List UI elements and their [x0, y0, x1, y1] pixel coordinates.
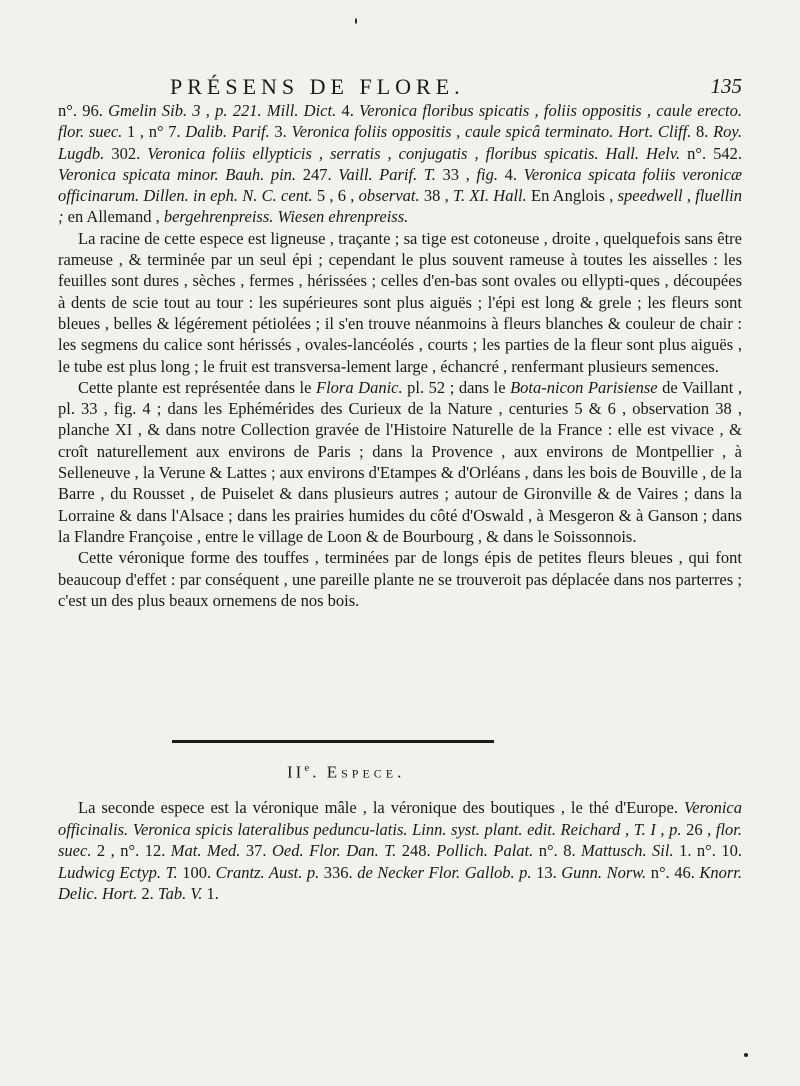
- habitat-paragraph: Cette plante est représentée dans le Flora Danic. pl. 52 ; dans le Bota-nicon Parisiense de Vaillant , pl. 33 , fig. 4 ; dans les Ephémérides des Curieux de la Nature , centuries 5 & 6 , observation 38 , planche XI , & dans notre Collection gravée de l'Histoire Naturelle de la France : elle est vivace , & croît naturellement aux environs de Paris ; dans la Provence , aux environs de Montpellier , à Selleneuve , la Verune & Lattes ; aux environs d'Etampes & d'Orléans , dans les bois de Bouville , de la Barre , du Rousset , de Puiselet & dans plusieurs autres ; autour de Gironville & de Vaires ; dans la Lorraine & dans l'Alsace ; dans les prairies humides du côté d'Oswald , à Mesgeron & à Ganson ; dans la Flandre Françoise , entre le village de Loon & de Bourbourg , & dans le Soissonnois.: [58, 377, 742, 546]
- description-paragraph: La racine de cette espece est ligneuse , traçante ; sa tige est cotoneuse , droite , quelquefois sans être rameuse , & terminée par un seul épi ; cependant le plus souvent rameuse à toutes les aisselles : les feuilles sont dures , sèches , fermes , hérissées ; celles d'en-bas sont ovales ou ellypti-ques , découpées à dents de scie tout au tour : les supérieures sont plus aiguës ; l'épi est long & grele ; les fleurs sont bleues , belles & légérement pétiolées ; il s'en trouve néanmoins à fleurs blanches & couleur de chair : les segmens du calice sont hérissés , ovales-lancéolés , courts ; les parties de la fleur sont plus aiguës , le tube est plus long ; le fruit est transversa-lement large , échancré , renfermant plusieurs semences.: [58, 228, 742, 376]
- synonymy-continuation: n°. 96. Gmelin Sib. 3 , p. 221. Mill. Dict. 4. Veronica floribus spicatis , foliis oppositis , caule erecto. flor. suec. 1 , n° 7. Dalib. Parif. 3. Veronica foliis oppositis , caule spicâ terminato. Hort. Cliff. 8. Roy. Lugdb. 302. Veronica foliis ellypticis , serratis , conjugatis , floribus spicatis. Hall. Helv. n°. 542. Veronica spicata minor. Bauh. pin. 247. Vaill. Parif. T. 33 , fig. 4. Veronica spicata foliis veronicæ officinarum. Dillen. in eph. N. C. cent. 5 , 6 , observat. 38 , T. XI. Hall. En Anglois , speedwell , fluellin ; en Allemand , bergehrenpreiss. Wiesen ehrenpreiss.: [58, 101, 743, 227]
- section-divider: [172, 740, 494, 743]
- running-title: PRÉSENS DE FLORE.: [170, 74, 465, 99]
- page-number: 135: [710, 74, 742, 98]
- second-species-paragraph: La seconde espece est la véronique mâle , la véronique des boutiques , le thé d'Europe. Veronica officinalis. Veronica spicis lateralibus peduncu-latis. Linn. syst. plant. edit. Reichard , T. I , p. 26 , flor. suec. 2 , n°. 12. Mat. Med. 37. Oed. Flor. Dan. T. 248. Pollich. Palat. n°. 8. Mattusch. Sil. 1. n°. 10. Ludwicg Ectyp. T. 100. Crantz. Aust. p. 336. de Necker Flor. Gallob. p. 13. Gunn. Norw. n°. 46. Knorr. Delic. Hort. 2. Tab. V. 1.: [58, 798, 742, 903]
- ornamental-paragraph: Cette véronique forme des touffes , terminées par de longs épis de petites fleurs bleues , qui font beaucoup d'effet : par conséquent , une pareille plante ne se trouveroit pas déplacée dans nos parterres ; c'est un des plus beaux ornemens de nos bois.: [58, 548, 742, 610]
- main-text: [58, 100, 742, 611]
- ink-speck: [744, 1053, 748, 1057]
- section-heading: IIe. Espece.: [287, 762, 406, 782]
- ink-speck: [355, 18, 357, 24]
- second-species-text: [58, 797, 742, 905]
